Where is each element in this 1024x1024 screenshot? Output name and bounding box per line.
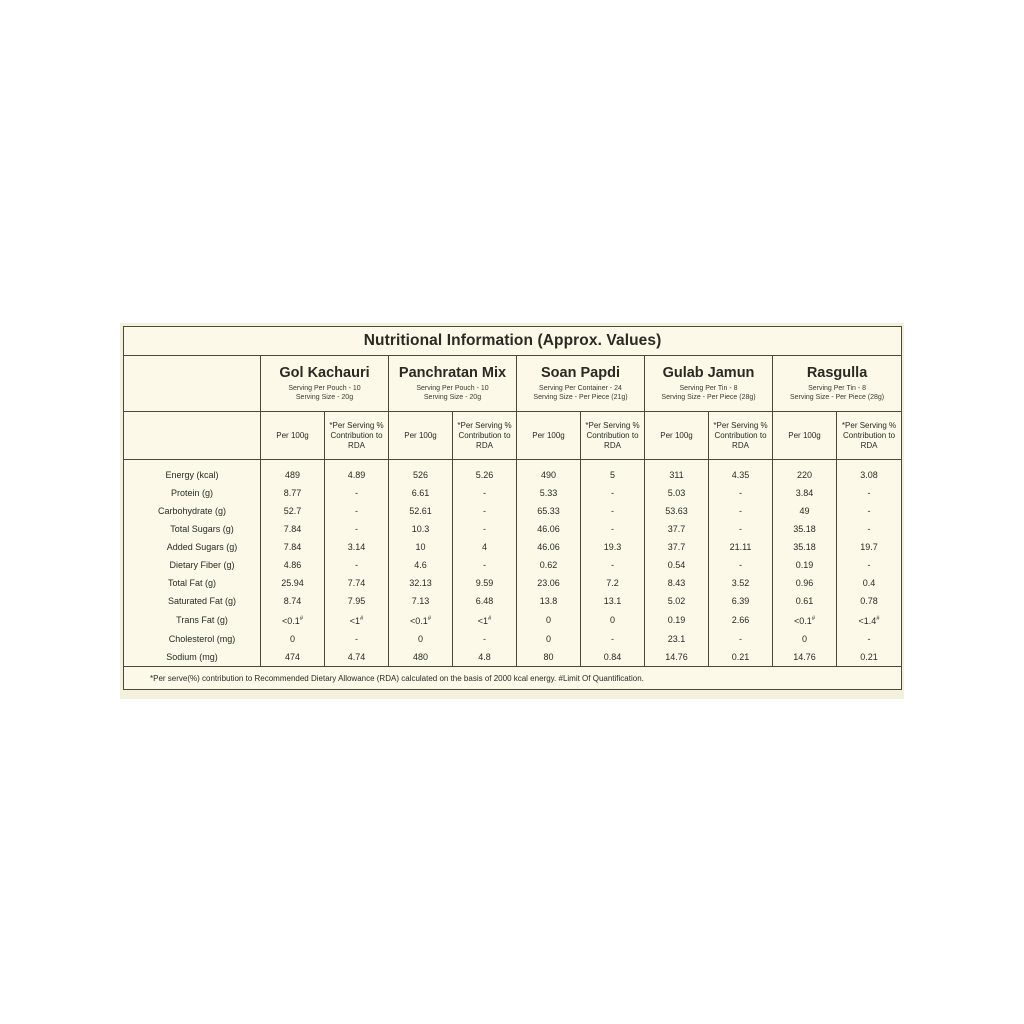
per-100g-value: 65.33 xyxy=(517,502,581,520)
per-100g-value: 10.3 xyxy=(389,520,453,538)
rda-value: 13.1 xyxy=(581,592,645,610)
per-100g-value: 489 xyxy=(261,466,325,484)
rda-value: - xyxy=(837,502,902,520)
rda-header-line: RDA xyxy=(860,440,878,450)
rda-header-line: Contribution to xyxy=(586,430,639,440)
rda-value: 9.59 xyxy=(453,574,517,592)
rda-value: 4.8 xyxy=(453,648,517,667)
per-100g-value: 7.13 xyxy=(389,592,453,610)
rda-value: - xyxy=(325,556,389,574)
rda-value: 4.35 xyxy=(709,466,773,484)
rda-value: 2.66 xyxy=(709,610,773,630)
rda-value: 4.89 xyxy=(325,466,389,484)
rda-value: 4 xyxy=(453,538,517,556)
rda-value: 4.74 xyxy=(325,648,389,667)
rda-value: - xyxy=(709,520,773,538)
rda-value: 19.3 xyxy=(581,538,645,556)
nutrition-panel xyxy=(120,323,904,699)
per-100g-value: 37.7 xyxy=(645,520,709,538)
per-100g-value: 0 xyxy=(517,630,581,648)
nutrient-label: Total Fat (g) xyxy=(124,574,261,592)
rda-value: 0.84 xyxy=(581,648,645,667)
loq-marker: # xyxy=(299,616,304,622)
per-100g-value: 52.7 xyxy=(261,502,325,520)
per-100g-value: 0.19 xyxy=(645,610,709,630)
rda-value: 0 xyxy=(581,610,645,630)
per-100g-value: <0.1# xyxy=(389,610,453,630)
rda-value: - xyxy=(453,484,517,502)
per-100g-value: 13.8 xyxy=(517,592,581,610)
per-100g-header: Per 100g xyxy=(773,412,837,460)
nutrient-label: Protein (g) xyxy=(124,484,261,502)
rda-value: 5.26 xyxy=(453,466,517,484)
serving-size: Serving Size - Per Piece (28g) xyxy=(789,394,885,401)
rda-header-line: *Per Serving % xyxy=(841,420,897,430)
per-100g-value: 220 xyxy=(773,466,837,484)
rda-header-line: *Per Serving % xyxy=(585,420,640,430)
per-100g-value: 8.74 xyxy=(261,592,325,610)
product-name: Gulab Jamun xyxy=(662,365,755,381)
product-header-gulab-jamun xyxy=(645,356,773,412)
per-100g-value: <0.1# xyxy=(261,610,325,630)
rda-header xyxy=(453,412,517,460)
table-row xyxy=(124,630,902,648)
table-row xyxy=(124,538,902,556)
per-100g-value: 5.33 xyxy=(517,484,581,502)
rda-header xyxy=(709,412,773,460)
product-name: Rasgulla xyxy=(806,365,868,381)
corner-cell xyxy=(124,356,261,412)
table-row xyxy=(124,556,902,574)
serving-per: Serving Per Container - 24 xyxy=(539,385,622,392)
rda-value: <1# xyxy=(325,610,389,630)
per-100g-value: 6.61 xyxy=(389,484,453,502)
rda-header-line: Contribution to xyxy=(458,430,511,440)
per-100g-value: 0.62 xyxy=(517,556,581,574)
per-100g-value: 490 xyxy=(517,466,581,484)
rda-header-line: Contribution to xyxy=(843,430,896,440)
per-100g-value: 14.76 xyxy=(773,648,837,667)
per-100g-value: 35.18 xyxy=(773,520,837,538)
per-100g-value: 23.06 xyxy=(517,574,581,592)
rda-value: - xyxy=(837,630,902,648)
rda-header-line: *Per Serving % xyxy=(713,420,768,430)
rda-header-line: *Per Serving % xyxy=(457,420,512,430)
nutrient-label: Added Sugars (g) xyxy=(124,538,261,556)
serving-per: Serving Per Tin - 8 xyxy=(679,385,738,392)
per-100g-value: 0 xyxy=(773,630,837,648)
per-100g-value: 480 xyxy=(389,648,453,667)
rda-header xyxy=(325,412,389,460)
rda-value: - xyxy=(709,484,773,502)
per-100g-value: 7.84 xyxy=(261,520,325,538)
per-100g-value: 25.94 xyxy=(261,574,325,592)
rda-value: 7.2 xyxy=(581,574,645,592)
rda-header-line: RDA xyxy=(732,440,749,450)
nutrient-label: Saturated Fat (g) xyxy=(124,592,261,610)
rda-value: <1# xyxy=(453,610,517,630)
rda-value: - xyxy=(581,630,645,648)
per-100g-value: 0 xyxy=(261,630,325,648)
rda-value: - xyxy=(837,484,902,502)
per-100g-value: 46.06 xyxy=(517,520,581,538)
per-100g-value: 474 xyxy=(261,648,325,667)
nutrient-label: Energy (kcal) xyxy=(124,466,261,484)
per-100g-value: 10 xyxy=(389,538,453,556)
per-100g-header: Per 100g xyxy=(389,412,453,460)
rda-value: - xyxy=(453,520,517,538)
nutrient-label: Cholesterol (mg) xyxy=(124,630,261,648)
rda-value: 3.08 xyxy=(837,466,902,484)
per-100g-value: 0.54 xyxy=(645,556,709,574)
table-row xyxy=(124,520,902,538)
rda-header-line: Contribution to xyxy=(330,430,383,440)
per-100g-value: 0.61 xyxy=(773,592,837,610)
nutrient-label: Total Sugars (g) xyxy=(124,520,261,538)
product-name: Panchratan Mix xyxy=(398,365,507,381)
per-100g-value: 8.43 xyxy=(645,574,709,592)
nutrient-label: Sodium (mg) xyxy=(124,648,261,667)
per-100g-header: Per 100g xyxy=(517,412,581,460)
table-row xyxy=(124,466,902,484)
rda-header-line: RDA xyxy=(348,440,365,450)
serving-per: Serving Per Tin - 8 xyxy=(808,385,867,392)
per-100g-value: <0.1# xyxy=(773,610,837,630)
per-100g-value: 23.1 xyxy=(645,630,709,648)
rda-value: 0.78 xyxy=(837,592,902,610)
rda-value: 7.74 xyxy=(325,574,389,592)
per-100g-value: 35.18 xyxy=(773,538,837,556)
rda-header xyxy=(837,412,902,460)
per-100g-value: 14.76 xyxy=(645,648,709,667)
nutrition-table xyxy=(123,326,902,690)
per-100g-value: 53.63 xyxy=(645,502,709,520)
rda-header-line: Contribution to xyxy=(714,430,767,440)
per-100g-value: 3.84 xyxy=(773,484,837,502)
per-100g-value: 0.96 xyxy=(773,574,837,592)
product-header-gol-kachauri xyxy=(261,356,389,412)
serving-per: Serving Per Pouch - 10 xyxy=(416,385,489,392)
rda-header-line: *Per Serving % xyxy=(329,420,384,430)
loq-marker: # xyxy=(427,616,432,622)
serving-size: Serving Size - Per Piece (21g) xyxy=(533,394,628,401)
product-name: Gol Kachauri xyxy=(279,365,370,381)
rda-value: - xyxy=(325,484,389,502)
rda-value: 6.48 xyxy=(453,592,517,610)
loq-marker: # xyxy=(487,616,492,622)
per-100g-value: 8.77 xyxy=(261,484,325,502)
rda-value: 0.21 xyxy=(709,648,773,667)
rda-value: <1.4# xyxy=(837,610,902,630)
per-100g-header: Per 100g xyxy=(645,412,709,460)
rda-value: 21.11 xyxy=(709,538,773,556)
product-header-rasgulla xyxy=(773,356,902,412)
rda-value: - xyxy=(453,502,517,520)
rda-value: 7.95 xyxy=(325,592,389,610)
per-100g-value: 7.84 xyxy=(261,538,325,556)
per-100g-value: 4.86 xyxy=(261,556,325,574)
product-header-soan-papdi xyxy=(517,356,645,412)
rda-value: - xyxy=(709,502,773,520)
rda-value: - xyxy=(581,556,645,574)
per-100g-value: 0 xyxy=(389,630,453,648)
rda-value: 3.52 xyxy=(709,574,773,592)
loq-marker: # xyxy=(876,616,880,622)
rda-value: - xyxy=(325,630,389,648)
per-100g-value: 526 xyxy=(389,466,453,484)
serving-per: Serving Per Pouch - 10 xyxy=(288,385,361,392)
nutrient-label: Dietary Fiber (g) xyxy=(124,556,261,574)
per-100g-value: 80 xyxy=(517,648,581,667)
rda-value: 0.4 xyxy=(837,574,902,592)
per-100g-value: 0.19 xyxy=(773,556,837,574)
table-row xyxy=(124,592,902,610)
table-row xyxy=(124,574,902,592)
per-100g-value: 32.13 xyxy=(389,574,453,592)
serving-size: Serving Size - 20g xyxy=(423,394,482,401)
rda-value: - xyxy=(453,630,517,648)
per-100g-value: 5.03 xyxy=(645,484,709,502)
table-row xyxy=(124,502,902,520)
rda-value: - xyxy=(453,556,517,574)
corner-cell-2 xyxy=(124,412,261,460)
rda-value: 5 xyxy=(581,466,645,484)
rda-header-line: RDA xyxy=(604,440,621,450)
table-title: Nutritional Information (Approx. Values) xyxy=(124,327,902,356)
nutrient-label: Carbohydrate (g) xyxy=(124,502,261,520)
rda-value: - xyxy=(581,520,645,538)
rda-value: - xyxy=(581,502,645,520)
rda-value: 3.14 xyxy=(325,538,389,556)
serving-size: Serving Size - Per Piece (28g) xyxy=(661,394,756,401)
per-100g-value: 4.6 xyxy=(389,556,453,574)
rda-value: - xyxy=(837,556,902,574)
table-row xyxy=(124,484,902,502)
per-100g-value: 46.06 xyxy=(517,538,581,556)
loq-marker: # xyxy=(811,616,816,622)
rda-value: 0.21 xyxy=(837,648,902,667)
product-header-panchratan-mix xyxy=(389,356,517,412)
nutrient-label: Trans Fat (g) xyxy=(124,610,261,630)
serving-size: Serving Size - 20g xyxy=(295,394,354,401)
product-name: Soan Papdi xyxy=(541,365,620,381)
rda-value: - xyxy=(325,520,389,538)
rda-value: 6.39 xyxy=(709,592,773,610)
per-100g-value: 5.02 xyxy=(645,592,709,610)
per-100g-value: 311 xyxy=(645,466,709,484)
per-100g-value: 49 xyxy=(773,502,837,520)
per-100g-value: 52.61 xyxy=(389,502,453,520)
per-100g-value: 0 xyxy=(517,610,581,630)
table-row xyxy=(124,648,902,667)
rda-header xyxy=(581,412,645,460)
per-100g-header: Per 100g xyxy=(261,412,325,460)
rda-value: - xyxy=(837,520,902,538)
rda-value: - xyxy=(325,502,389,520)
rda-value: - xyxy=(709,556,773,574)
loq-marker: # xyxy=(359,616,364,622)
rda-value: - xyxy=(581,484,645,502)
rda-header-line: RDA xyxy=(476,440,493,450)
table-row xyxy=(124,610,902,630)
per-100g-value: 37.7 xyxy=(645,538,709,556)
footnote: *Per serve(%) contribution to Recommended Dietary Allowance (RDA) calculated on the basis of 2000 kcal energy. #Limit Of Quantification. xyxy=(124,667,902,690)
rda-value: - xyxy=(709,630,773,648)
rda-value: 19.7 xyxy=(837,538,902,556)
